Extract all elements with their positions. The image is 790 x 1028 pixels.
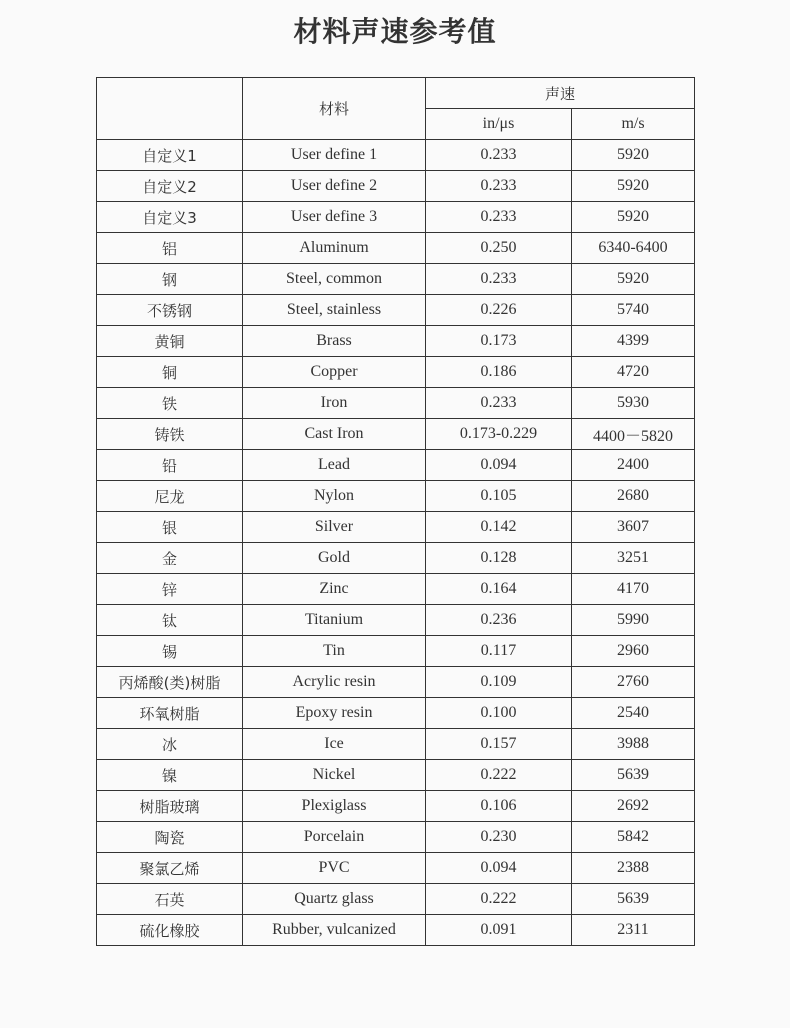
speed-in-us-cell: 0.222 xyxy=(426,884,572,915)
material-cn-cell: 陶瓷 xyxy=(97,822,243,853)
speed-in-us-cell: 0.157 xyxy=(426,729,572,760)
table-row xyxy=(97,760,695,791)
speed-in-us-cell: 0.233 xyxy=(426,171,572,202)
material-en-cell: Brass xyxy=(243,326,426,357)
material-cn-cell: 黄铜 xyxy=(97,326,243,357)
speed-m-s-cell: 2400 xyxy=(572,450,695,481)
table-row xyxy=(97,140,695,171)
material-en-cell: Cast Iron xyxy=(243,419,426,450)
speed-in-us-cell: 0.094 xyxy=(426,450,572,481)
speed-m-s-cell: 5990 xyxy=(572,605,695,636)
sound-speed-table xyxy=(96,77,695,946)
material-en-cell: Acrylic resin xyxy=(243,667,426,698)
speed-m-s-cell: 6340-6400 xyxy=(572,233,695,264)
header-blank-cell xyxy=(97,78,243,140)
material-cn-cell: 锡 xyxy=(97,636,243,667)
table-row xyxy=(97,853,695,884)
material-en-cell: Nickel xyxy=(243,760,426,791)
page-title: 材料声速参考值 xyxy=(293,15,497,48)
table-row xyxy=(97,543,695,574)
speed-m-s-cell: 3251 xyxy=(572,543,695,574)
speed-in-us-cell: 0.106 xyxy=(426,791,572,822)
speed-m-s-cell: 5920 xyxy=(572,202,695,233)
speed-in-us-cell: 0.117 xyxy=(426,636,572,667)
material-en-cell: Titanium xyxy=(243,605,426,636)
material-en-cell: User define 2 xyxy=(243,171,426,202)
speed-m-s-cell: 3607 xyxy=(572,512,695,543)
material-cn-cell: 聚氯乙烯 xyxy=(97,853,243,884)
material-en-cell: Epoxy resin xyxy=(243,698,426,729)
material-cn-cell: 冰 xyxy=(97,729,243,760)
table-body xyxy=(97,140,695,946)
material-cn-cell: 自定义2 xyxy=(97,171,243,202)
material-cn-cell: 银 xyxy=(97,512,243,543)
table-row xyxy=(97,264,695,295)
speed-m-s-cell: 2388 xyxy=(572,853,695,884)
speed-m-s-cell: 2680 xyxy=(572,481,695,512)
material-cn-cell: 自定义1 xyxy=(97,140,243,171)
material-cn-cell: 尼龙 xyxy=(97,481,243,512)
speed-m-s-cell: 5920 xyxy=(572,171,695,202)
table-row xyxy=(97,202,695,233)
speed-m-s-cell: 2960 xyxy=(572,636,695,667)
speed-m-s-cell: 2311 xyxy=(572,915,695,946)
material-en-cell: PVC xyxy=(243,853,426,884)
material-en-cell: Rubber, vulcanized xyxy=(243,915,426,946)
table-row xyxy=(97,667,695,698)
speed-m-s-cell: 2760 xyxy=(572,667,695,698)
speed-m-s-cell: 5740 xyxy=(572,295,695,326)
table-row xyxy=(97,915,695,946)
speed-in-us-cell: 0.109 xyxy=(426,667,572,698)
material-cn-cell: 不锈钢 xyxy=(97,295,243,326)
speed-in-us-cell: 0.226 xyxy=(426,295,572,326)
speed-m-s-cell: 4720 xyxy=(572,357,695,388)
table-row xyxy=(97,295,695,326)
material-en-cell: Plexiglass xyxy=(243,791,426,822)
material-en-cell: Quartz glass xyxy=(243,884,426,915)
material-cn-cell: 树脂玻璃 xyxy=(97,791,243,822)
speed-in-us-cell: 0.128 xyxy=(426,543,572,574)
table-row xyxy=(97,388,695,419)
table-row xyxy=(97,822,695,853)
speed-in-us-cell: 0.142 xyxy=(426,512,572,543)
material-en-cell: Silver xyxy=(243,512,426,543)
material-cn-cell: 铸铁 xyxy=(97,419,243,450)
table-row xyxy=(97,605,695,636)
material-en-cell: Zinc xyxy=(243,574,426,605)
material-cn-cell: 镍 xyxy=(97,760,243,791)
material-en-cell: Tin xyxy=(243,636,426,667)
table-row xyxy=(97,419,695,450)
table-row xyxy=(97,512,695,543)
material-en-cell: Lead xyxy=(243,450,426,481)
speed-m-s-cell: 2692 xyxy=(572,791,695,822)
speed-in-us-cell: 0.186 xyxy=(426,357,572,388)
table-row xyxy=(97,574,695,605)
table-row xyxy=(97,233,695,264)
speed-in-us-cell: 0.236 xyxy=(426,605,572,636)
header-unit-m-s: m/s xyxy=(572,109,695,140)
material-en-cell: Ice xyxy=(243,729,426,760)
table-row xyxy=(97,729,695,760)
speed-in-us-cell: 0.173-0.229 xyxy=(426,419,572,450)
speed-m-s-cell: 5842 xyxy=(572,822,695,853)
table-row xyxy=(97,791,695,822)
material-cn-cell: 钢 xyxy=(97,264,243,295)
material-en-cell: Steel, stainless xyxy=(243,295,426,326)
table-header xyxy=(97,78,695,140)
material-en-cell: Steel, common xyxy=(243,264,426,295)
table-row xyxy=(97,357,695,388)
table-row xyxy=(97,171,695,202)
header-unit-in-us: in/μs xyxy=(426,109,572,140)
speed-in-us-cell: 0.230 xyxy=(426,822,572,853)
speed-in-us-cell: 0.094 xyxy=(426,853,572,884)
header-sound-speed: 声速 xyxy=(426,78,695,109)
speed-m-s-cell: 5920 xyxy=(572,140,695,171)
speed-in-us-cell: 0.233 xyxy=(426,264,572,295)
speed-in-us-cell: 0.233 xyxy=(426,140,572,171)
speed-m-s-cell: 5639 xyxy=(572,760,695,791)
material-cn-cell: 自定义3 xyxy=(97,202,243,233)
material-cn-cell: 石英 xyxy=(97,884,243,915)
material-cn-cell: 丙烯酸(类)树脂 xyxy=(97,667,243,698)
material-cn-cell: 钛 xyxy=(97,605,243,636)
speed-m-s-cell: 3988 xyxy=(572,729,695,760)
speed-in-us-cell: 0.173 xyxy=(426,326,572,357)
material-en-cell: Copper xyxy=(243,357,426,388)
material-en-cell: Porcelain xyxy=(243,822,426,853)
speed-in-us-cell: 0.164 xyxy=(426,574,572,605)
material-en-cell: User define 1 xyxy=(243,140,426,171)
table-row xyxy=(97,698,695,729)
material-en-cell: Iron xyxy=(243,388,426,419)
speed-in-us-cell: 0.091 xyxy=(426,915,572,946)
material-cn-cell: 铅 xyxy=(97,450,243,481)
speed-m-s-cell: 2540 xyxy=(572,698,695,729)
speed-in-us-cell: 0.222 xyxy=(426,760,572,791)
table-row xyxy=(97,481,695,512)
table-row xyxy=(97,450,695,481)
speed-m-s-cell: 5920 xyxy=(572,264,695,295)
table-row xyxy=(97,884,695,915)
speed-m-s-cell: 4400－5820 xyxy=(572,419,695,450)
speed-m-s-cell: 4170 xyxy=(572,574,695,605)
speed-in-us-cell: 0.105 xyxy=(426,481,572,512)
material-cn-cell: 金 xyxy=(97,543,243,574)
material-cn-cell: 环氧树脂 xyxy=(97,698,243,729)
speed-m-s-cell: 5930 xyxy=(572,388,695,419)
speed-m-s-cell: 5639 xyxy=(572,884,695,915)
speed-in-us-cell: 0.100 xyxy=(426,698,572,729)
material-en-cell: User define 3 xyxy=(243,202,426,233)
speed-in-us-cell: 0.250 xyxy=(426,233,572,264)
material-en-cell: Aluminum xyxy=(243,233,426,264)
material-cn-cell: 锌 xyxy=(97,574,243,605)
speed-in-us-cell: 0.233 xyxy=(426,388,572,419)
material-en-cell: Nylon xyxy=(243,481,426,512)
material-en-cell: Gold xyxy=(243,543,426,574)
table-row xyxy=(97,636,695,667)
material-cn-cell: 铁 xyxy=(97,388,243,419)
speed-in-us-cell: 0.233 xyxy=(426,202,572,233)
material-cn-cell: 硫化橡胶 xyxy=(97,915,243,946)
material-cn-cell: 铝 xyxy=(97,233,243,264)
header-material: 材料 xyxy=(243,78,426,140)
table-row xyxy=(97,326,695,357)
speed-m-s-cell: 4399 xyxy=(572,326,695,357)
material-cn-cell: 铜 xyxy=(97,357,243,388)
